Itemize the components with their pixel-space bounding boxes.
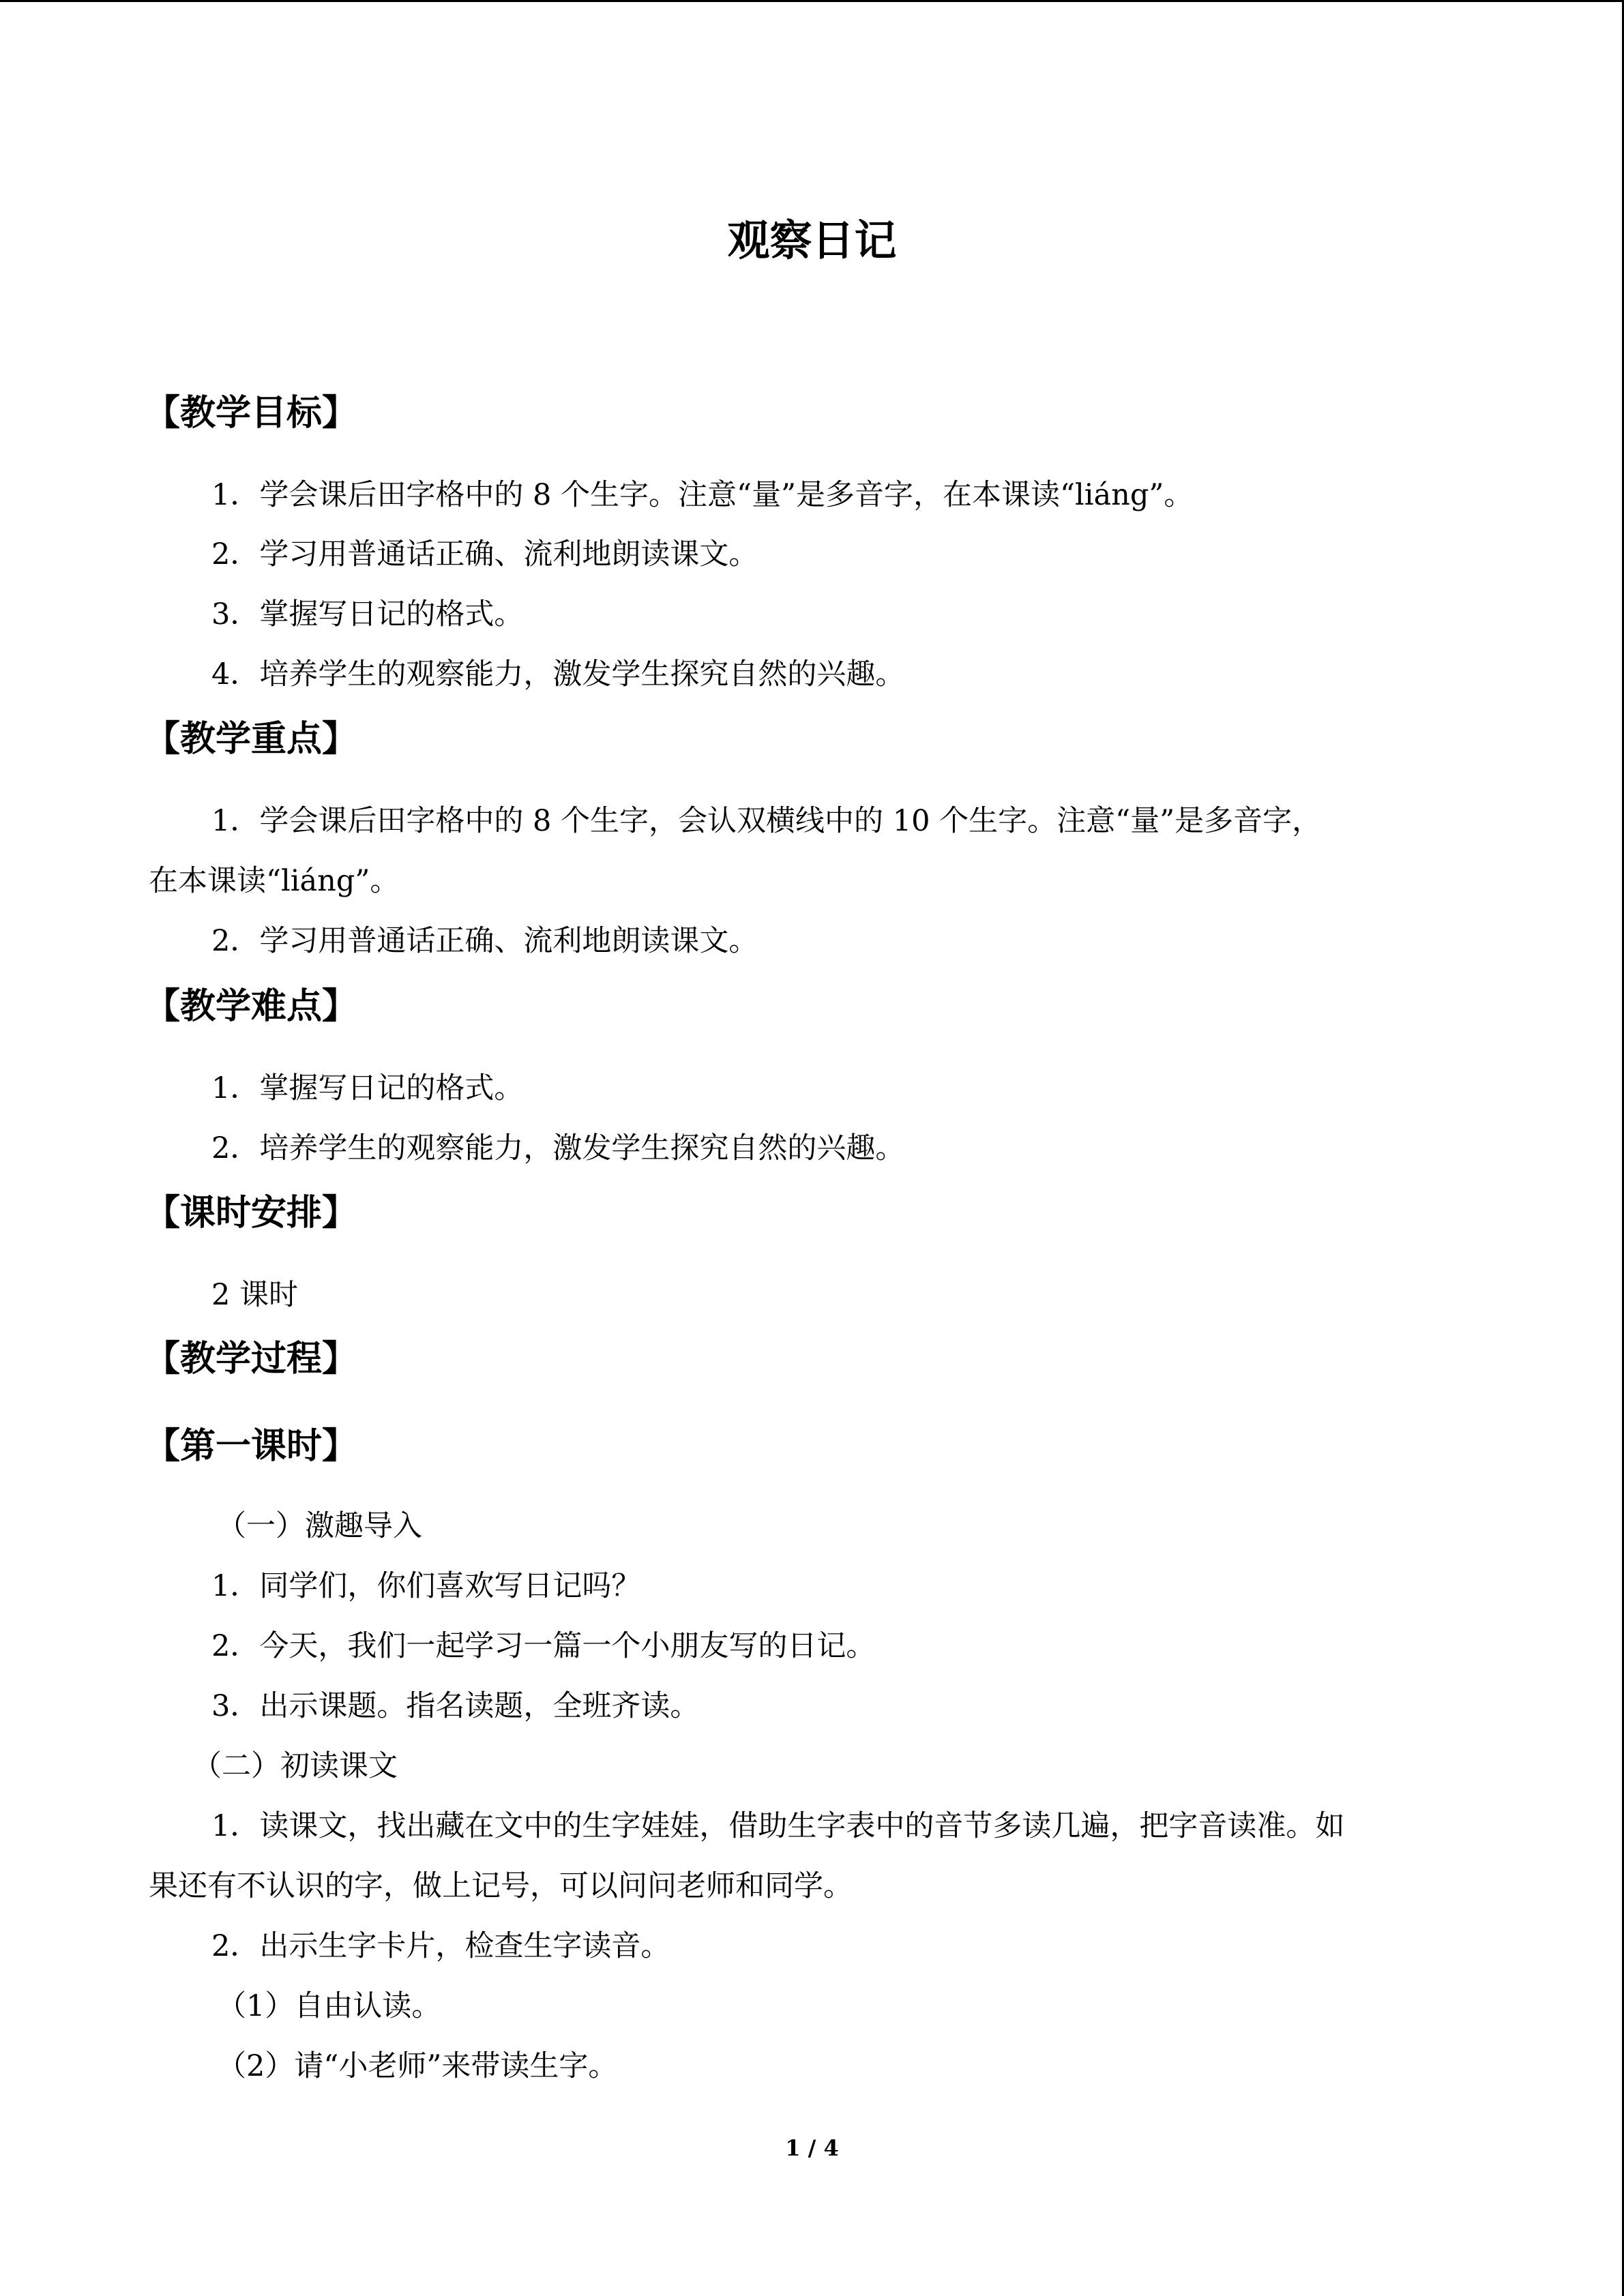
key-point-line-1-cont: 在本课读“liáng”。 xyxy=(149,864,400,898)
difficulty-line-2: 2．培养学生的观察能力，激发学生探究自然的兴趣。 xyxy=(211,1131,905,1165)
page-title: 观察日记 xyxy=(727,215,897,265)
objective-line-4: 4．培养学生的观察能力，激发学生探究自然的兴趣。 xyxy=(211,657,905,691)
lesson-line-5: 2．出示生字卡片，检查生字读音。 xyxy=(211,1929,670,1963)
schedule-line-1: 2 课时 xyxy=(211,1278,299,1312)
objective-line-1: 1．学会课后田字格中的 8 个生字。注意“量”是多音字，在本课读“liáng”。 xyxy=(211,478,1194,512)
difficulty-line-1: 1．掌握写日记的格式。 xyxy=(211,1071,524,1105)
heading-first-lesson: 【第一课时】 xyxy=(145,1426,358,1467)
key-point-line-2: 2．学习用普通话正确、流利地朗读课文。 xyxy=(211,924,758,958)
heading-schedule: 【课时安排】 xyxy=(145,1193,358,1234)
lesson-line-4: 1．读课文，找出藏在文中的生字娃娃，借助生字表中的音节多读几遍，把字音读准。如 xyxy=(211,1809,1345,1843)
heading-process: 【教学过程】 xyxy=(145,1339,358,1380)
lesson-line-1: 1．同学们，你们喜欢写日记吗？ xyxy=(211,1569,641,1603)
lesson-step-2-title: （二）初读课文 xyxy=(192,1749,398,1783)
lesson-line-4-cont: 果还有不认识的字，做上记号，可以问问老师和同学。 xyxy=(149,1869,853,1903)
heading-key-points: 【教学重点】 xyxy=(145,719,358,760)
objective-line-3: 3．掌握写日记的格式。 xyxy=(211,597,524,631)
lesson-subitem-2: （2）请“小老师”来带读生字。 xyxy=(217,2049,618,2083)
lesson-step-1-title: （一）激趣导入 xyxy=(217,1509,422,1543)
lesson-line-2: 2．今天，我们一起学习一篇一个小朋友写的日记。 xyxy=(211,1629,876,1663)
heading-difficulties: 【教学难点】 xyxy=(145,986,358,1027)
page-border-top xyxy=(0,0,1624,2)
lesson-subitem-1: （1）自由认读。 xyxy=(217,1989,441,2023)
lesson-line-3: 3．出示课题。指名读题，全班齐读。 xyxy=(211,1689,700,1723)
key-point-line-1: 1．学会课后田字格中的 8 个生字，会认双横线中的 10 个生字。注意“量”是多音字， xyxy=(211,804,1322,838)
heading-objectives: 【教学目标】 xyxy=(145,393,358,434)
objective-line-2: 2．学习用普通话正确、流利地朗读课文。 xyxy=(211,537,758,571)
page-number: 1 / 4 xyxy=(785,2135,839,2161)
